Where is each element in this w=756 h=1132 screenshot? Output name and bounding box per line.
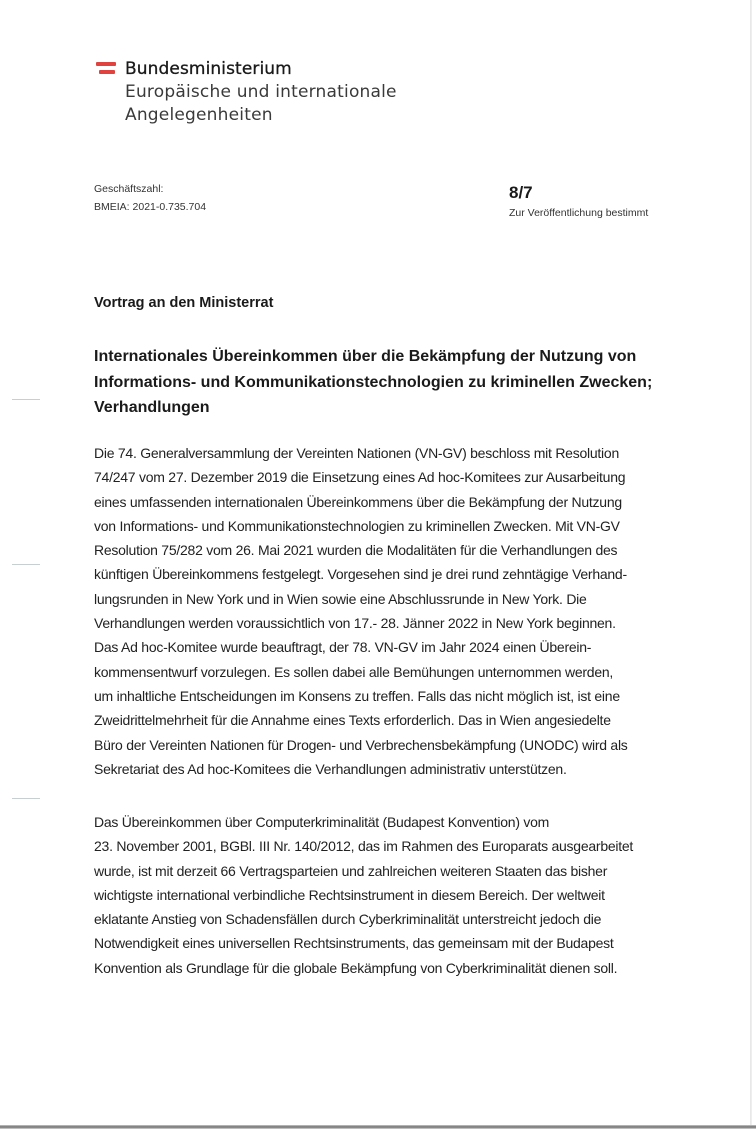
text-line: von Informations- und Kommunikationstechnologien zu kriminellen Zwecken. Mit VN-GV: [94, 517, 620, 534]
fold-mark: [12, 399, 40, 400]
publication-note: Zur Veröffentlichung bestimmt: [509, 207, 649, 219]
title-line: Informations- und Kommunikationstechnologien zu kriminellen Zwecken;: [94, 373, 653, 391]
title-line: Verhandlungen: [94, 399, 210, 416]
reference-label: Geschäftszahl:: [94, 183, 164, 195]
text-line: wurde, ist mit derzeit 66 Vertragsparteien und zahlreichen weiteren Staaten das bisher: [94, 862, 608, 879]
text-line: 23. November 2001, BGBl. III Nr. 140/2012, das im Rahmen des Europarats ausgearbeitet: [94, 838, 634, 855]
text-line: kommensentwurf vorzulegen. Es sollen dabei alle Bemühungen unternommen werden,: [94, 663, 614, 680]
page-marker: [509, 183, 648, 220]
text-line: Sekretariat des Ad hoc-Komitees die Verhandlungen administrativ unterstützen.: [94, 760, 567, 777]
text-line: Das Ad hoc-Komitee wurde beauftragt, der 78. VN-GV im Jahr 2024 einen Überein-: [94, 639, 592, 656]
text-line: Büro der Vereinten Nationen für Drogen- und Verbrechensbekämpfung (UNODC) wird als: [94, 736, 628, 753]
text-line: 74/247 vom 27. Dezember 2019 die Einsetzung eines Ad hoc-Komitees zur Ausarbeitung: [94, 469, 626, 486]
text-line: eines umfassenden internationalen Übereinkommens über die Bekämpfung der Nutzung: [94, 493, 622, 510]
reference-block: [94, 180, 206, 216]
text-line: Zweidrittelmehrheit für die Annahme eines Texts erforderlich. Das in Wien angesiedelte: [94, 712, 611, 729]
body-paragraph-2: [94, 810, 694, 980]
text-line: künftigen Übereinkommens festgelegt. Vorgesehen sind je drei rund zehntägige Verhand-: [94, 566, 627, 583]
text-line: Konvention als Grundlage für die globale Bekämpfung von Cyberkriminalität dienen soll.: [94, 959, 618, 976]
text-line: um inhaltliche Entscheidungen im Konsens zu treffen. Falls das nicht möglich ist, ist eine: [94, 687, 620, 704]
page-number: 8/7: [509, 183, 533, 202]
fold-mark: [12, 564, 40, 565]
ministry-name-line2: Europäische und internationale: [125, 82, 397, 102]
text-line: wichtigste international verbindliche Rechtsinstrument in diesem Bereich. Der weltweit: [94, 886, 605, 903]
ministry-name-line1: Bundesministerium: [125, 59, 292, 79]
lecture-title: Vortrag an den Ministerrat: [94, 295, 274, 311]
body-paragraph-1: [94, 441, 694, 781]
title-line: Internationales Übereinkommen über die Bekämpfung der Nutzung von: [94, 348, 637, 365]
ministry-name: [125, 58, 397, 127]
austrian-flag-icon: [96, 62, 116, 76]
reference-number: BMEIA: 2021-0.735.704: [94, 201, 207, 213]
text-line: Das Übereinkommen über Computerkriminalität (Budapest Konvention) vom: [94, 814, 550, 830]
ministry-name-line3: Angelegenheiten: [125, 105, 273, 125]
text-line: lungsrunden in New York und in Wien sowie eine Abschlussrunde in New York. Die: [94, 590, 587, 607]
page-right-edge: [750, 0, 752, 1128]
text-line: Notwendigkeit eines universellen Rechtsinstruments, das gemeinsam mit der Budapest: [94, 935, 614, 952]
text-line: Resolution 75/282 vom 26. Mai 2021 wurden die Modalitäten für die Verhandlungen des: [94, 542, 618, 559]
page-bottom-edge: [0, 1125, 756, 1129]
document-title: [94, 344, 674, 421]
fold-mark: [12, 798, 40, 799]
text-line: Verhandlungen werden voraussichtlich von 17.- 28. Jänner 2022 in New York beginnen.: [94, 615, 616, 632]
text-line: Die 74. Generalversammlung der Vereinten Nationen (VN-GV) beschloss mit Resolution: [94, 445, 619, 461]
text-line: eklatante Anstieg von Schadensfällen durch Cyberkriminalität unterstreicht jedoch die: [94, 911, 602, 928]
